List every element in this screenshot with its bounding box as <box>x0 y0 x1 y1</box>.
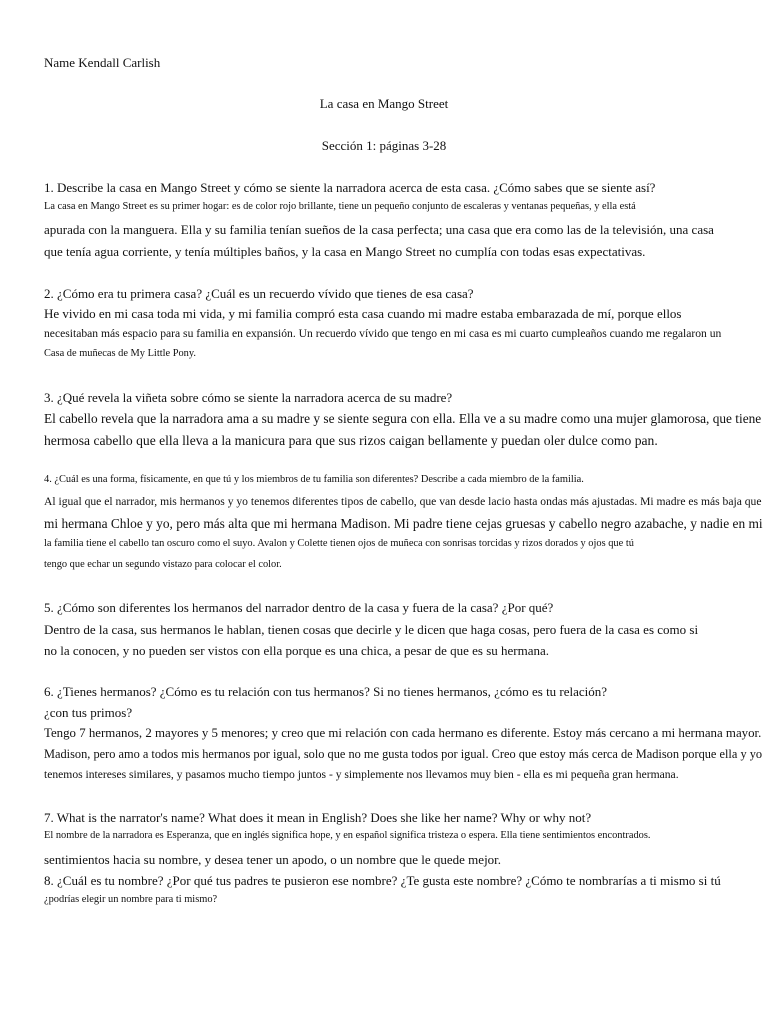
answer-6-line-1: Tengo 7 hermanos, 2 mayores y 5 menores; y creo que mi relación con cada hermano es diferente. Estoy más cercano a mi hermana mayor. <box>44 726 762 740</box>
question-1: 1. Describe la casa en Mango Street y cómo se siente la narradora acerca de esta casa. ¿Cómo sabes que se siente así? <box>44 180 656 195</box>
question-7: 7. What is the narrator's name? What does it mean in English? Does she like her name? Why or why not? <box>44 810 592 825</box>
question-5: 5. ¿Cómo son diferentes los hermanos del narrador dentro de la casa y fuera de la casa? ¿Por qué? <box>44 600 554 615</box>
question-6-continued: ¿con tus primos? <box>44 705 133 720</box>
answer-1-line-1: La casa en Mango Street es su primer hogar: es de color rojo brillante, tiene un pequeño conjunto de escaleras y ventanas pequeñas, y ella está <box>44 201 636 212</box>
student-name: Name Kendall Carlish <box>44 55 161 70</box>
answer-1-line-3: que tenía agua corriente, y tenía múltiples baños, y la casa en Mango Street no cumplía con todas esas expectativas. <box>44 244 646 259</box>
answer-3-line-2: hermosa cabello que ella lleva a la manicura para que sus rizos caigan bellamente y puedan oler dulce como pan. <box>44 433 658 448</box>
section-heading: Sección 1: páginas 3-28 <box>321 138 447 153</box>
question-3: 3. ¿Qué revela la viñeta sobre cómo se siente la narradora acerca de su madre? <box>44 390 453 405</box>
document-title: La casa en Mango Street <box>319 96 449 111</box>
answer-1-line-2: apurada con la manguera. Ella y su familia tenían sueños de la casa perfecta; una casa que era como las de la televisión, una casa <box>44 222 714 237</box>
answer-4-line-1: Al igual que el narrador, mis hermanos y yo tenemos diferentes tipos de cabello, que van desde lacio hasta ondas más ajustadas. Mi madre es más baja que <box>44 495 762 508</box>
answer-6-line-2: Madison, pero amo a todos mis hermanos por igual, solo que no me gusta todos por igual. Creo que estoy más cerca de Madison porque ella y yo <box>44 747 763 761</box>
answer-3-line-1: El cabello revela que la narradora ama a su madre y se siente segura con ella. Ella ve a su madre como una mujer glamorosa, que tiene <box>44 411 762 426</box>
answer-7-line-1: El nombre de la narradora es Esperanza, que en inglés significa hope, y en español significa tristeza o espera. Ella tiene sentimientos encontrados. <box>44 830 651 841</box>
answer-5-line-2: no la conocen, y no pueden ser vistos con ella porque es una chica, a pesar de que es su hermana. <box>44 643 550 658</box>
answer-4-line-2: mi hermana Chloe y yo, pero más alta que mi hermana Madison. Mi padre tiene cejas gruesas y cabello negro azabache, y nadie en mi <box>44 516 763 531</box>
answer-2-line-2: necesitaban más espacio para su familia en expansión. Un recuerdo vívido que tengo en mi casa es mi cuarto cumpleaños cuando me regalaron un <box>44 327 722 340</box>
answer-2-line-1: He vivido en mi casa toda mi vida, y mi familia compró esta casa cuando mi madre estaba embarazada de mí, porque ellos <box>44 306 682 321</box>
question-8-continued: ¿podrías elegir un nombre para ti mismo? <box>44 894 218 905</box>
answer-2-line-3: Casa de muñecas de My Little Pony. <box>44 348 196 359</box>
question-2: 2. ¿Cómo era tu primera casa? ¿Cuál es un recuerdo vívido que tienes de esa casa? <box>44 286 474 301</box>
answer-4-line-4: tengo que echar un segundo vistazo para colocar el color. <box>44 559 282 570</box>
answer-6-line-3: tenemos intereses similares, y pasamos mucho tiempo juntos - y simplemente nos llevamos muy bien - ella es mi pequeña gran hermana. <box>44 768 679 781</box>
question-6: 6. ¿Tienes hermanos? ¿Cómo es tu relación con tus hermanos? Si no tienes hermanos, ¿cómo es tu relación? <box>44 684 608 699</box>
question-4: 4. ¿Cuál es una forma, físicamente, en que tú y los miembros de tu familia son diferentes? Describe a cada miembro de la familia. <box>44 474 584 485</box>
question-8: 8. ¿Cuál es tu nombre? ¿Por qué tus padres te pusieron ese nombre? ¿Te gusta este nombre? ¿Cómo te nombrarías a ti mismo si tú <box>44 873 721 888</box>
answer-4-line-3: la familia tiene el cabello tan oscuro como el suyo. Avalon y Colette tienen ojos de muñeca con sonrisas torcidas y rizos dorados y ojos que tú <box>44 538 634 549</box>
answer-7-line-2: sentimientos hacia su nombre, y desea tener un apodo, o un nombre que le quede mejor. <box>44 852 502 867</box>
answer-5-line-1: Dentro de la casa, sus hermanos le hablan, tienen cosas que decirle y le dicen que haga cosas, pero fuera de la casa es como si <box>44 622 699 637</box>
